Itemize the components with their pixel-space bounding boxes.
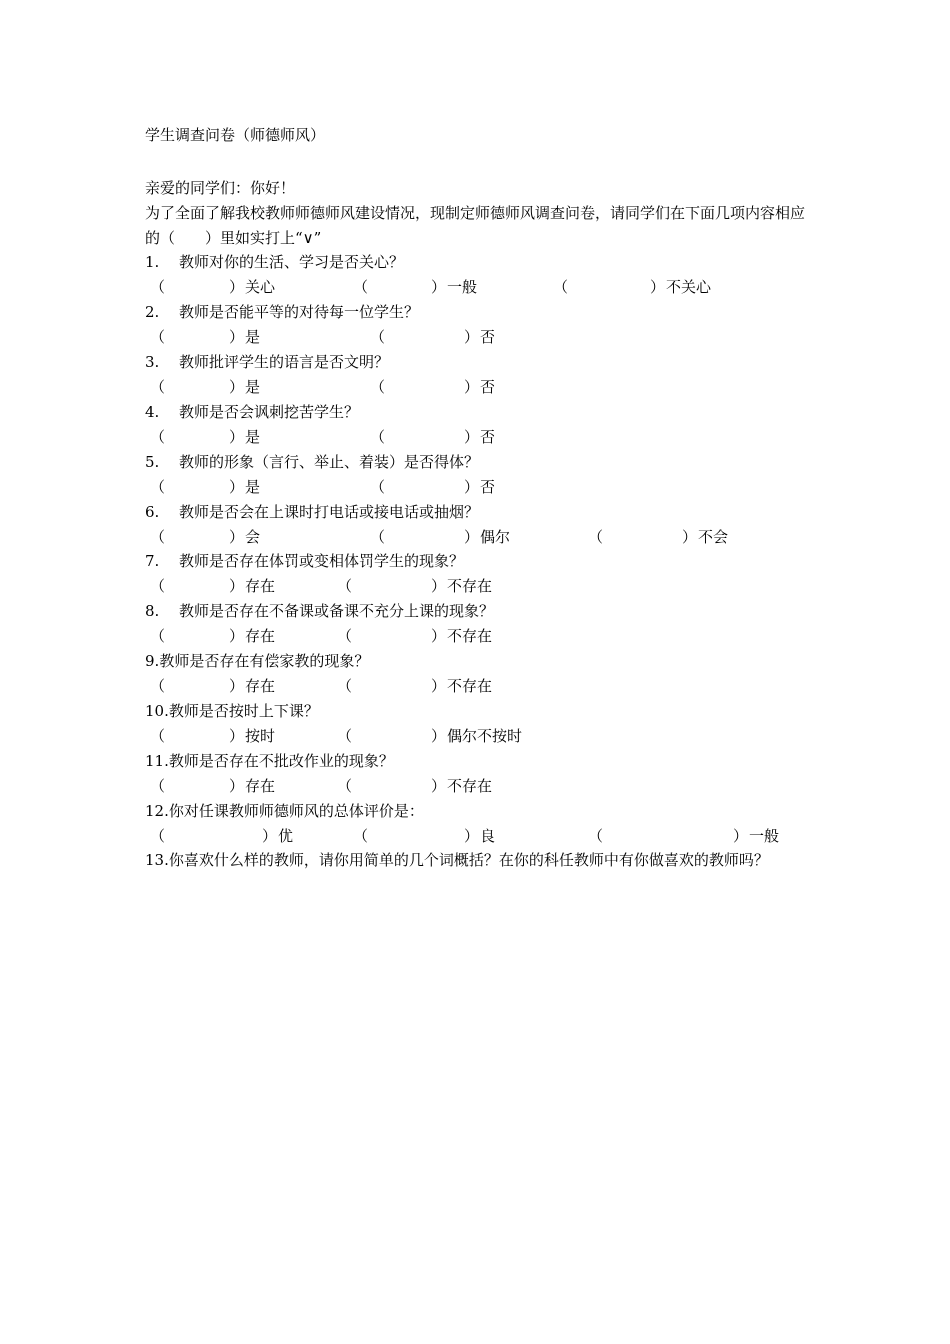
question-text: 你喜欢什么样的教师，请你用简单的几个词概括？在你的科任教师中有你做喜欢的教师吗？ — [168, 851, 769, 869]
answer-checkbox-close[interactable]: ） — [229, 378, 245, 396]
answer-checkbox-open[interactable]: （ — [370, 478, 386, 496]
answer-option-label: 是 — [245, 478, 261, 496]
question-number: 10. — [145, 702, 169, 720]
answer-checkbox-open[interactable]: （ — [353, 278, 369, 296]
answer-option-label: 按时 — [245, 727, 276, 745]
answer-option-label: 一般 — [749, 827, 780, 845]
question-text: 教师是否按时上下课？ — [168, 702, 319, 720]
question-number: 4. — [145, 403, 160, 421]
question-text: 教师的形象（言行、举止、着装）是否得体？ — [179, 453, 480, 471]
question-8 — [145, 599, 494, 624]
answer-checkbox-close[interactable]: ） — [464, 428, 480, 446]
answer-checkbox-close[interactable]: ） — [431, 278, 447, 296]
question-number: 11. — [145, 752, 169, 770]
answer-checkbox-open[interactable]: （ — [370, 378, 386, 396]
answer-option-label: 不关心 — [666, 278, 712, 296]
answer-option-label: 优 — [278, 827, 294, 845]
answer-checkbox-open[interactable]: （ — [353, 827, 369, 845]
question-text: 教师批评学生的语言是否文明？ — [179, 353, 390, 371]
answer-option-label: 偶尔 — [480, 528, 511, 546]
question-number: 8. — [145, 602, 160, 620]
answer-checkbox-open[interactable]: （ — [150, 827, 166, 845]
answer-checkbox-close[interactable]: ） — [229, 627, 245, 645]
question-number: 7. — [145, 552, 160, 570]
answer-checkbox-open[interactable]: （ — [337, 727, 353, 745]
question-5 — [145, 450, 479, 475]
answer-checkbox-open[interactable]: （ — [337, 777, 353, 795]
answer-option-label: 存在 — [245, 677, 276, 695]
answer-checkbox-close[interactable]: ） — [733, 827, 749, 845]
answer-checkbox-close[interactable]: ） — [650, 278, 666, 296]
answer-checkbox-close[interactable]: ） — [682, 528, 698, 546]
answer-checkbox-open[interactable]: （ — [370, 428, 386, 446]
answer-checkbox-close[interactable]: ） — [464, 328, 480, 346]
answer-checkbox-close[interactable]: ） — [464, 378, 480, 396]
answer-checkbox-open[interactable]: （ — [337, 627, 353, 645]
answer-option-label: 不存在 — [447, 677, 493, 695]
question-2 — [145, 300, 419, 325]
question-12 — [145, 799, 424, 824]
intro-paragraph: 为了全面了解我校教师师德师风建设情况，现制定师德师风调查问卷，请同学们在下面几项内容相应的（ ）里如实打上“∨” — [145, 204, 806, 247]
question-text: 教师是否会在上课时打电话或接电话或抽烟？ — [179, 503, 480, 521]
answer-checkbox-open[interactable]: （ — [588, 827, 604, 845]
question-number: 12. — [145, 802, 169, 820]
answer-checkbox-close[interactable]: ） — [229, 328, 245, 346]
question-number: 9. — [145, 652, 160, 670]
answer-checkbox-open[interactable]: （ — [337, 677, 353, 695]
answer-checkbox-close[interactable]: ） — [229, 528, 245, 546]
answer-checkbox-close[interactable]: ） — [229, 777, 245, 795]
question-13 — [145, 848, 807, 898]
answer-checkbox-open[interactable]: （ — [150, 528, 166, 546]
answer-option-label: 是 — [245, 328, 261, 346]
question-3 — [145, 350, 389, 375]
answer-checkbox-close[interactable]: ） — [262, 827, 278, 845]
answer-option-label: 是 — [245, 378, 261, 396]
question-7 — [145, 549, 464, 574]
answer-checkbox-close[interactable]: ） — [464, 478, 480, 496]
answer-checkbox-open[interactable]: （ — [150, 727, 166, 745]
question-number: 3. — [145, 353, 160, 371]
answer-checkbox-close[interactable]: ） — [431, 577, 447, 595]
question-number: 13. — [145, 851, 169, 869]
answer-checkbox-close[interactable]: ） — [229, 677, 245, 695]
question-text: 教师是否存在不备课或备课不充分上课的现象？ — [179, 602, 495, 620]
answer-checkbox-open[interactable]: （ — [370, 528, 386, 546]
answer-option-label: 否 — [480, 378, 496, 396]
question-11 — [145, 749, 394, 774]
answer-option-label: 关心 — [245, 278, 276, 296]
answer-checkbox-open[interactable]: （ — [150, 627, 166, 645]
question-number: 5. — [145, 453, 160, 471]
answer-checkbox-open[interactable]: （ — [150, 777, 166, 795]
answer-checkbox-open[interactable]: （ — [150, 378, 166, 396]
answer-checkbox-close[interactable]: ） — [229, 577, 245, 595]
answer-option-label: 一般 — [447, 278, 478, 296]
question-9 — [145, 649, 369, 674]
question-text: 教师是否存在有偿家教的现象？ — [159, 652, 370, 670]
greeting: 亲爱的同学们：你好！ — [145, 179, 296, 197]
answer-checkbox-open[interactable]: （ — [150, 478, 166, 496]
answer-checkbox-open[interactable]: （ — [337, 577, 353, 595]
question-text: 教师是否能平等的对待每一位学生？ — [179, 303, 420, 321]
question-text: 教师是否会讽刺挖苦学生？ — [179, 403, 360, 421]
question-6 — [145, 500, 479, 525]
answer-checkbox-open[interactable]: （ — [150, 428, 166, 446]
answer-option-label: 否 — [480, 478, 496, 496]
answer-checkbox-close[interactable]: ） — [229, 478, 245, 496]
answer-option-label: 不会 — [698, 528, 729, 546]
answer-checkbox-close[interactable]: ） — [431, 627, 447, 645]
answer-checkbox-open[interactable]: （ — [150, 278, 166, 296]
answer-option-label: 存在 — [245, 777, 276, 795]
answer-option-label: 否 — [480, 328, 496, 346]
answer-checkbox-close[interactable]: ） — [431, 727, 447, 745]
answer-option-label: 不存在 — [447, 577, 493, 595]
answer-option-label: 存在 — [245, 577, 276, 595]
answer-option-label: 否 — [480, 428, 496, 446]
answer-option-label: 存在 — [245, 627, 276, 645]
question-text: 教师是否存在不批改作业的现象？ — [168, 752, 394, 770]
answer-option-label: 偶尔不按时 — [447, 727, 523, 745]
answer-checkbox-close[interactable]: ） — [464, 528, 480, 546]
answer-checkbox-open[interactable]: （ — [150, 328, 166, 346]
answer-checkbox-open[interactable]: （ — [588, 528, 604, 546]
answer-checkbox-open[interactable]: （ — [150, 677, 166, 695]
question-number: 2. — [145, 303, 160, 321]
question-1 — [145, 250, 404, 275]
answer-checkbox-open[interactable]: （ — [370, 328, 386, 346]
question-text: 教师是否存在体罚或变相体罚学生的现象？ — [179, 552, 465, 570]
answer-checkbox-close[interactable]: ） — [229, 278, 245, 296]
answer-checkbox-close[interactable]: ） — [464, 827, 480, 845]
answer-checkbox-close[interactable]: ） — [431, 777, 447, 795]
answer-checkbox-close[interactable]: ） — [229, 428, 245, 446]
question-text: 你对任课教师师德师风的总体评价是： — [168, 802, 424, 820]
question-4 — [145, 400, 359, 425]
answer-option-label: 会 — [245, 528, 261, 546]
page-title: 学生调查问卷（师德师风） — [145, 126, 326, 144]
answer-checkbox-close[interactable]: ） — [229, 727, 245, 745]
answer-checkbox-close[interactable]: ） — [431, 677, 447, 695]
answer-option-label: 良 — [480, 827, 496, 845]
answer-option-label: 不存在 — [447, 777, 493, 795]
answer-option-label: 是 — [245, 428, 261, 446]
question-number: 1. — [145, 253, 160, 271]
answer-option-label: 不存在 — [447, 627, 493, 645]
question-10 — [145, 699, 319, 724]
answer-checkbox-open[interactable]: （ — [150, 577, 166, 595]
question-number: 6. — [145, 503, 160, 521]
question-text: 教师对你的生活、学习是否关心？ — [179, 253, 405, 271]
answer-checkbox-open[interactable]: （ — [553, 278, 569, 296]
